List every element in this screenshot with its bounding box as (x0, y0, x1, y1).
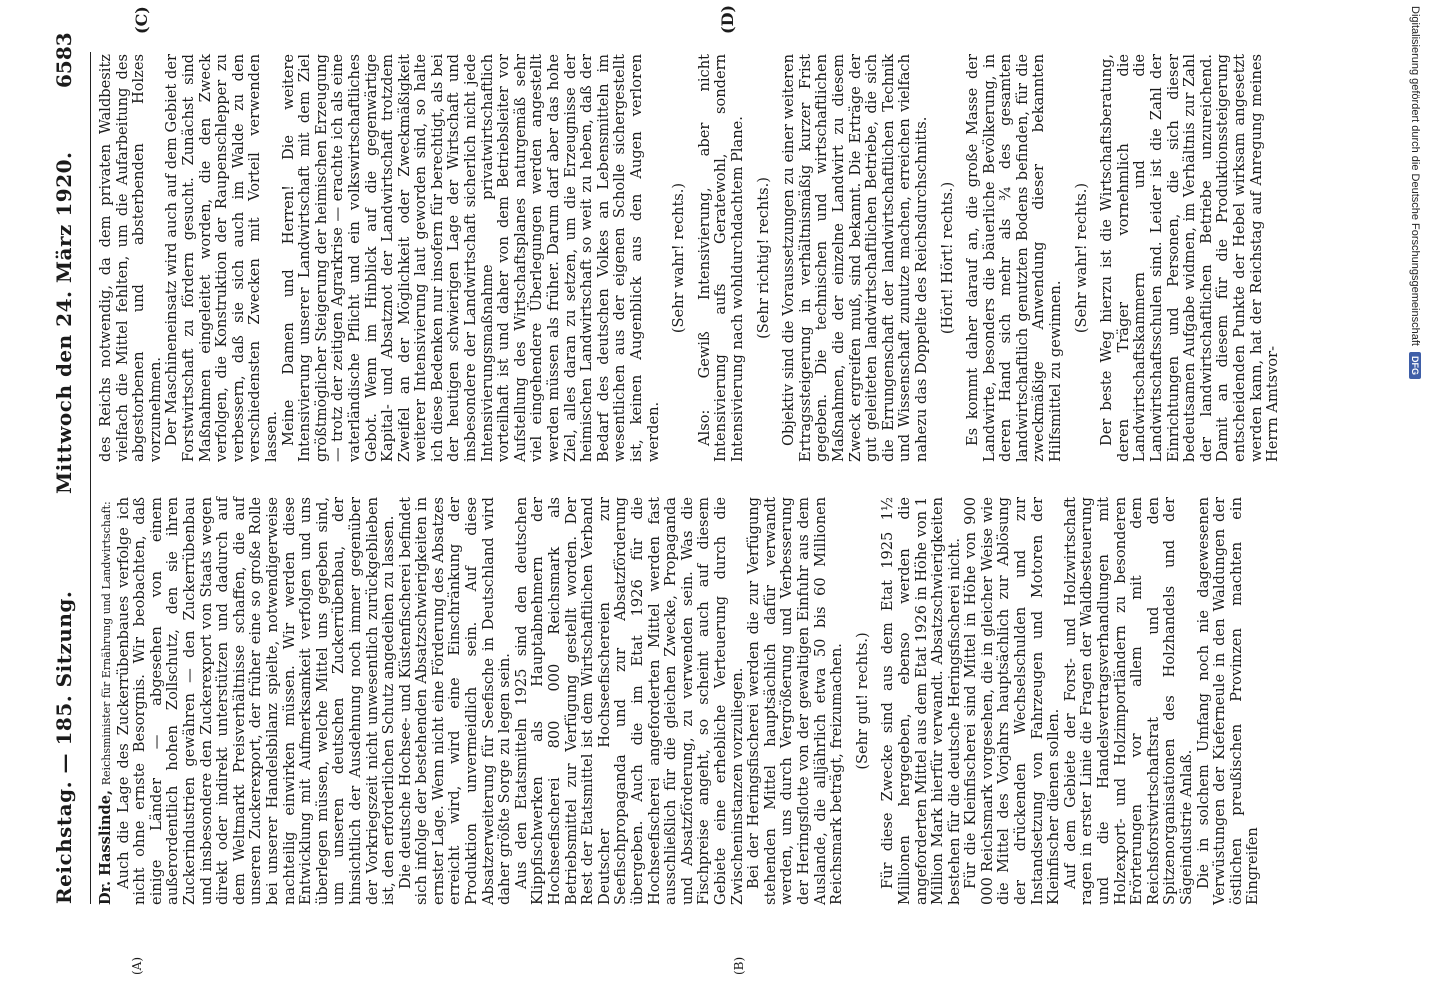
funding-note (1406, 6, 1424, 996)
header-rule (90, 52, 91, 904)
speaker-role: Reichsminister für Ernährung und Landwirtschaft: (100, 501, 113, 786)
speaker-line (98, 497, 116, 905)
margin-mark-b: (B) (732, 956, 746, 975)
margin-mark-a: (A) (130, 956, 144, 975)
paragraph: Auch die Lage des Zuckerrübenbaues verfolge ich nicht ohne ernste Besorgnis. Wir beobachten, daß einige Länder — abgesehen von einem außerordentlich hohen Zollschutz, den sie ihren Zuckerindustrien gewähren — den Zuckerrübenbau und insbesondere den Zuckerexport von Staats wegen direkt oder indirekt unterstützen und dadurch auf dem Weltmarkt Preisverhältnisse schaffen, die auf unseren Zuckerexport, der früher eine so große Rolle bei unserer Handelsbilanz spielte, notwendigerweise nachteilig einwirken müssen. Wir werden diese Entwicklung mit Aufmerksamkeit verfolgen und uns überlegen müssen, welche Mittel uns gegeben sind, um unseren deutschen Zuckerrübenbau, der hinsichtlich der Ausdehnung noch immer gegenüber der Vorkriegszeit nicht unwesentlich zurückgeblieben ist, den erforderlichen Schutz angedeihen zu lassen. (114, 497, 398, 905)
paragraph: Für die Kleinfischerei sind Mittel in Höhe von 900 000 Reichsmark vorgesehen, die in gleicher Weise wie die Mittel des Vorjahrs hauptsächlich zur Ablösung der drückenden Wechselschulden und zur Instandsetzung von Fahrzeugen und Motoren der Kleinfischer dienen sollen. (962, 497, 1063, 905)
margin-mark-c: (C) (132, 6, 151, 34)
interjection: (Hört! Hört! rechts.) (938, 181, 956, 335)
funding-note-text: Digitalisierung gefördert durch die Deutsche Forschungsgemeinschaft (1409, 6, 1421, 346)
paragraph: Der beste Weg hierzu ist die Wirtschaftsberatung, deren Träger vornehmlich die Landwirtschaftskammern und die Landwirtschaftsschulen sind. Leider ist die Zahl der Einrichtungen und Personen, die sich dieser bedeutsamen Aufgabe widmen, im Verhältnis zur Zahl der landwirtschaftlichen Betriebe unzureichend. Damit an diesem für die Produktionssteigerung entscheidenden Punkte der Hebel wirksam angesetzt werden kann, hat der Reichstag auf Anregung meines Herrn Amtsvor- (1098, 54, 1282, 462)
right-column (98, 54, 1282, 462)
paragraph: Meine Damen und Herren! Die weitere Intensivierung unserer Landwirtschaft mit dem Ziel größtmöglicher Steigerung der heimischen Erzeugung — trotz der zeitigen Agrarkrise — erachte ich als eine vaterländische Pflicht und ein volkswirtschaftliches Gebot. Wenn im Hinblick auf die gegenwärtige Kapital- und Absatznot der Landwirtschaft trotzdem Zweifel an der Möglichkeit oder Zweckmäßigkeit weiterer Intensivierung laut geworden sind, so halte ich diese Bedenken nur insofern für berechtigt, als bei der heutigen schwierigen Lage der Wirtschaft und insbesondere der Landwirtschaft sicherlich nicht jede Intensivierungsmaßnahme privatwirtschaftlich vorteilhaft ist und daher von dem Betriebsleiter vor Aufstellung des Wirtschaftsplanes naturgemäß sehr viel eingehendere Überlegungen werden angestellt werden müssen als früher. Darum darf aber das hohe Ziel, alles daran zu setzen, um die Erzeugnisse der heimischen Landwirtschaft so weit zu heben, daß der Bedarf des deutschen Volkes an Lebensmitteln im wesentlichen aus der eigenen Scholle sichergestellt ist, keinen Augenblick aus den Augen verloren werden. (279, 54, 662, 462)
interjection: (Sehr wahr! rechts.) (670, 182, 688, 334)
paragraph: Objektiv sind die Voraussetzungen zu einer weiteren Ertragssteigerung in verhältnismäßig kurzer Frist gegeben. Die technischen und wirtschaftlichen Maßnahmen, die der einzelne Landwirt zu diesem Zweck ergreifen muß, sind bekannt. Die Erträge der gut geleiteten landwirtschaftlichen Betriebe, die sich die Errungenschaft der landwirtschaftlichen Technik und Wissenschaft zunutze machen, erreichen vielfach nahezu das Doppelte des Reichsdurchschnitts. (780, 54, 930, 462)
interjection: (Sehr gut! rechts.) (853, 632, 871, 770)
paragraph: Die deutsche Hochsee- und Küstenfischerei befindet sich infolge der bestehenden Absatzschwierigkeiten in ernster Lage. Wenn nicht eine Förderung des Absatzes erreicht wird, wird eine Einschränkung der Produktion unvermeidlich sein. Auf diese Absatzerweiterung für Seefische in Deutschland wird daher größte Sorge zu legen sein. (396, 497, 514, 905)
page-number: 6583 (52, 32, 76, 88)
paragraph: Also: Gewiß Intensivierung, aber nicht Intensivierung aufs Geratewohl, sondern Intensivierung nach wohldurchdachtem Plane. (695, 54, 746, 462)
paragraph: Auf dem Gebiete der Forst- und Holzwirtschaft ragen in erster Linie die Fragen der Waldbesteuerung und die Handelsvertragsverhandlungen mit Holzexport- und Holzimportländern zu besonderen Erörterungen vor allem mit dem Reichsforstwirtschaftsrat und den Spitzenorganisationen des Holzhandels und der Sägeindustrie Anlaß. (1061, 497, 1195, 905)
left-column (98, 497, 1262, 905)
paragraph: Bei der Heringsfischerei werden die zur Verfügung stehenden Mittel hauptsächlich dafür verwandt werden, uns durch Vergrößerung und Verbesserung der Heringsflotte von der gewaltigen Einfuhr aus dem Auslande, die alljährlich etwa 50 bis 60 Millionen Reichsmark beträgt, freizumachen. (745, 497, 846, 905)
paragraph: Die in solchem Umfang noch nie dagewesenen Verwüstungen der Kieferneule in den Waldungen der östlichen preußischen Provinzen machten ein Eingreifen (1194, 497, 1262, 905)
paragraph: des Reichs notwendig, da dem privaten Waldbesitz vielfach die Mittel fehlten, um die Aufarbeitung des abgestorbenen und absterbenden Holzes vorzunehmen. (97, 54, 164, 462)
paragraph: Für diese Zwecke sind aus dem Etat 1925 1½ Millionen hergegeben, ebenso werden die angeforderten Mittel aus dem Etat 1926 in Höhe von 1 Million Mark hierfür verwandt. Absatzschwierigkeiten bestehen für die deutsche Heringsfischerei nicht. (879, 497, 963, 905)
dfg-logo: DFG (1409, 352, 1421, 379)
speaker-name: Dr. Hasslinde, (97, 789, 114, 905)
interjection: (Sehr wahr! rechts.) (1072, 182, 1090, 334)
margin-mark-d: (D) (718, 4, 737, 34)
paragraph: Aus den Etatsmitteln 1925 sind den deutschen Klippfischwerken als Hauptabnehmern der Hochseefischerei 800 000 Reichsmark als Betriebsmittel zur Verfügung gestellt worden. Der Rest der Etatsmittel ist dem Wirtschaftlichen Verband Deutscher Hochseefischereien zur Seefischpropaganda und zur Absatzförderung übergeben. Auch die im Etat 1926 für die Hochseefischerei angeforderten Mittel werden fast ausschließlich für die gleichen Zwecke, Propaganda und Absatzförderung, zu verwenden sein. Was die Fischpreise angeht, so scheint auch auf diesem Gebiete eine erhebliche Verteuerung durch die Zwischeninstanzen vorzuliegen. (512, 497, 746, 905)
paragraph: Es kommt daher darauf an, die große Masse der Landwirte, besonders die bäuerliche Bevölkerung, in deren Hand sich mehr als ¾ des gesamten landwirtschaftlich genutzten Bodens befinden, für die zweckmäßige Anwendung dieser bekannten Hilfsmittel zu gewinnen. (964, 54, 1065, 462)
header-session: Reichstag. — 185. Sitzung. (52, 590, 76, 904)
paragraph: Der Maschineneinsatz wird auch auf dem Gebiet der Forstwirtschaft zu fördern gesucht. Zunächst sind Maßnahmen eingeleitet worden, die den Zweck verfolgen, die Konstruktion der Raupenschlepper zu verbessern, daß sie sich auch im Walde zu den verschiedensten Zwecken mit Vorteil verwenden lassen. (163, 54, 280, 462)
header-date: Mittwoch den 24. März 1920. (52, 151, 76, 494)
interjection: (Sehr richtig! rechts.) (754, 177, 772, 339)
